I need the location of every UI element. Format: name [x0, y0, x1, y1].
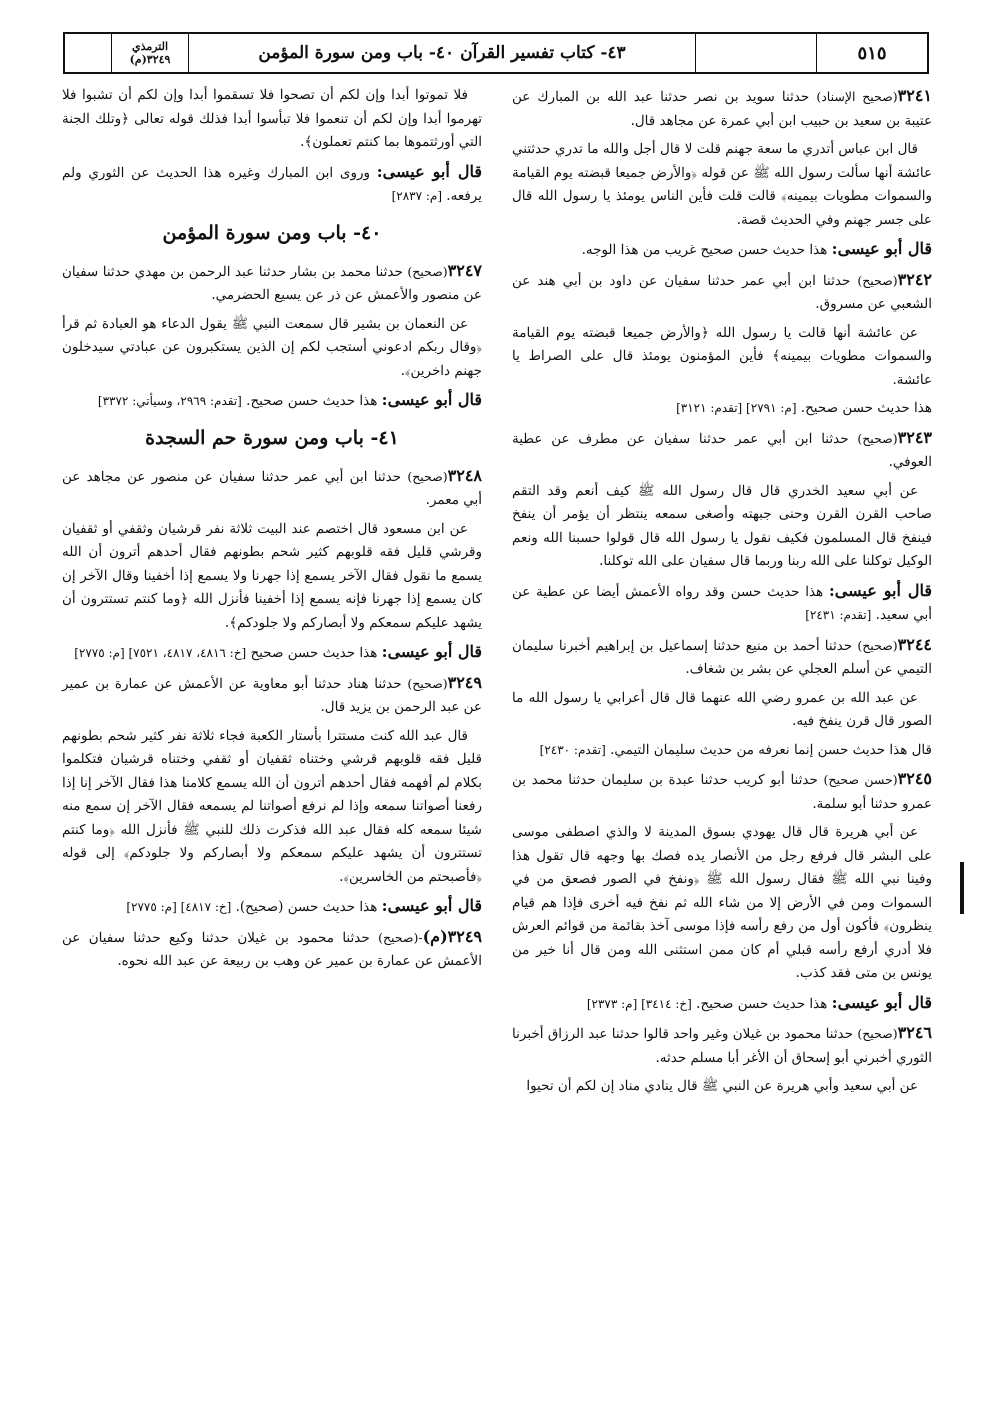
hadith-number: ٣٢٤٦ [897, 1023, 932, 1042]
paragraph-text: هذا حديث حسن صحيح. [246, 393, 378, 409]
paragraph-text: عن النعمان بن بشير قال سمعت النبي ﷺ يقول الدعاء هو العبادة ثم قرأ ﴿وقال ربكم ادعوني أستجب لكم إن الذين يستكبرون عن عبادتي سيدخلون جهنم داخرين﴾. [62, 315, 482, 379]
body-paragraph [512, 480, 932, 574]
qala-paragraph [62, 640, 482, 666]
hadith-number: ٣٢٤٤ [897, 634, 933, 654]
cross-reference: [م: ٢٧٩١] [تقدم: ٣١٢١] [676, 401, 797, 415]
hadith-number: ٣٢٤٥ [897, 769, 932, 788]
author-remark-label: قال أبو عيسى: [828, 580, 933, 600]
paragraph-text: حدثنا محمود بن غيلان وغير واحد قالوا حدثنا عبد الرزاق أخبرنا الثوري أخبرني أبو إسحاق أن الأغر أبا مسلم حدثه. [512, 1026, 932, 1066]
hadith-grade: (صحيح) [407, 468, 448, 484]
right-text-column [512, 84, 932, 1104]
hadith-paragraph [512, 767, 932, 816]
body-paragraph [512, 1075, 932, 1099]
qala-paragraph [512, 991, 932, 1017]
qala-paragraph [512, 579, 932, 628]
paragraph-text: هذا حديث حسن (صحيح). [235, 899, 378, 915]
paragraph-text: عن عبد الله بن عمرو رضي الله عنهما قال قال أعرابي يا رسول الله ما الصور قال قرن ينفخ فيه. [512, 689, 932, 729]
cross-reference: [خ: ٤٨١٧] [م: ٢٧٧٥] [126, 900, 232, 914]
paragraph-text: هذا حديث حسن وقد رواه الأعمش أيضا عن عطية عن أبي سعيد. [512, 583, 932, 623]
paragraph-text: حدثنا أحمد بن منيع حدثنا إسماعيل بن إبراهيم أخبرنا سليمان التيمي عن أسلم العجلي عن بشر بن شغاف. [512, 637, 932, 677]
author-remark-label: قال أبو عيسى: [376, 161, 482, 181]
paragraph-text: فلا تموتوا أبدا وإن لكم أن تصحوا فلا تسقموا أبدا وإن لكم أن تشبوا فلا تهرموا أبدا وإن لكم أن تنعموا فلا تبأسوا أبدا فذلك قوله تعالى ﴿وتلك الجنة التي أورثتموها بما كنتم تعملون﴾. [62, 87, 482, 150]
author-remark-label: قال أبو عيسى: [381, 390, 482, 409]
hadith-paragraph [62, 259, 482, 308]
header-ref-book: الترمذي [131, 40, 169, 53]
paragraph-text: هذا حديث حسن صحيح. [696, 995, 828, 1012]
paragraph-text: حدثنا محمد بن بشار حدثنا عبد الرحمن بن مهدي حدثنا سفيان عن منصور والأعمش عن ذر عن يسيع الحضرمي. [62, 263, 482, 303]
author-remark-label: قال أبو عيسى: [831, 992, 932, 1012]
header-ref-range: ٣٢٤٩(م) [129, 53, 171, 66]
body-paragraph [512, 138, 932, 232]
hadith-grade: -(صحيح) [378, 929, 423, 945]
hadith-paragraph [512, 426, 932, 475]
paragraph-text: حدثنا محمود بن غيلان حدثنا وكيع حدثنا سفيان عن الأعمش عن عمارة بن عمير عن وهب بن ربيعة عن عبد الله نحوه. [62, 929, 482, 969]
paragraph-text: عن أبي سعيد الخدري قال قال رسول الله ﷺ كيف أنعم وقد التقم صاحب القرن القرن وحنى جبهته وأصغى سمعه ينتظر أن يؤمر أن ينفخ فينفخ قال المسلمون فكيف نقول يا رسول الله قال قولوا حسبنا الله ونعم الوكيل توكلنا على الله ربنا وربما قال سفيان على الله توكلنا. [512, 482, 932, 569]
cross-reference: [تقدم: ٢٩٦٩، وسيأتي: ٣٣٧٢] [97, 394, 242, 408]
hadith-paragraph [62, 925, 482, 974]
hadith-paragraph [512, 633, 932, 682]
hadith-paragraph [62, 464, 482, 513]
hadith-grade: (صحيح) [857, 1026, 898, 1041]
margin-marker [960, 862, 964, 914]
page-header [63, 32, 929, 74]
paragraph-text: عن ابن مسعود قال اختصم عند البيت ثلاثة نفر قرشيان وثقفي أو ثقفيان وقرشي قليل فقه قلوبهم كثير شحم بطونهم فقال أحدهم أترون أن الله يسمع ما نقول فقال الآخر يسمع إذا جهرنا ولا يسمع إذا أخفينا وقال الآخر إن كان يسمع إذا جهرنا فإنه يسمع إذا أخفينا فأنزل الله ﴿وما كنتم تستترون أن يشهد عليكم سمعكم ولا أبصاركم ولا جلودكم﴾. [62, 520, 482, 631]
hadith-grade: (صحيح) [407, 263, 448, 279]
paragraph-text: قال ابن عباس أتدري ما سعة جهنم قلت لا قال أجل والله ما تدري حدثتني عائشة أنها سألت رسول الله ﷺ عن قوله ﴿والأرض جميعا قبضته يوم القيامة والسموات مطويات بيمينه﴾ قالت قلت فأين الناس يومئذ يا رسول الله قال على جسر جهنم وفي الحديث قصة. [512, 141, 932, 228]
paragraph-text: قال هذا حديث حسن إنما نعرفه من حديث سليمان التيمي. [610, 741, 932, 758]
paragraph-text: حدثنا أبو كريب حدثنا عبدة بن سليمان حدثنا محمد بن عمرو حدثنا أبو سلمة. [512, 772, 932, 812]
hadith-grade: (حسن صحيح) [823, 772, 898, 787]
author-remark-label: قال أبو عيسى: [381, 642, 482, 661]
hadith-number: ٣٢٤٢ [897, 269, 932, 289]
qala-paragraph [62, 160, 482, 209]
paragraph-text: حدثنا ابن أبي عمر حدثنا سفيان عن مطرف عن عطية العوفي. [512, 430, 932, 470]
hadith-paragraph [62, 671, 482, 720]
paragraph-text: هذا حديث حسن صحيح [250, 645, 378, 661]
paragraph-text: حدثنا ابن أبي عمر حدثنا سفيان عن منصور عن مجاهد عن أبي معمر. [62, 468, 482, 508]
header-empty-cell [65, 34, 112, 72]
left-text-column [62, 84, 482, 979]
paragraph-text: حدثنا هناد حدثنا أبو معاوية عن الأعمش عن عمارة بن عمير عن عبد الرحمن بن يزيد قال. [62, 675, 482, 715]
paragraph-text: عن أبي هريرة قال قال يهودي بسوق المدينة لا والذي اصطفى موسى على البشر قال فرفع رجل من الأنصار يده فصك بها وجهه قال تقول هذا وفينا نبي الله ﷺ فقال رسول الله ﷺ ﴿ونفخ في الصور فصعق من في السموات ومن في الأرض إلا من شاء الله ثم نفخ فيه أخرى فإذا هم قيام ينظرون﴾ فأكون أول من رفع رأسه فإذا موسى آخذ بقائمة من قوائم العرش فلا أدري أرفع رأسه قبلي أم كان ممن استثنى الله ومن قال أنا خير من يونس بن متى فقد كذب. [512, 824, 932, 981]
paragraph-text: حدثنا سويد بن نصر حدثنا عبد الله بن المبارك عن عتيبة بن سعيد بن حبيب ابن أبي عمرة عن مجاهد قال. [512, 89, 932, 129]
hadith-grade: (صحيح) [857, 637, 898, 653]
body-paragraph [512, 821, 932, 986]
paragraph-text: وروى ابن المبارك وغيره هذا الحديث عن الثوري ولم يرفعه. [62, 164, 482, 204]
hadith-number: ٣٢٤٧ [447, 260, 482, 280]
body-paragraph [62, 84, 482, 155]
body-paragraph [62, 518, 482, 636]
hadith-number: ٣٢٤٨ [447, 465, 482, 485]
author-remark-label: قال أبو عيسى: [381, 896, 482, 915]
section-heading: ٤١- باب ومن سورة حم السجدة [145, 426, 399, 449]
header-title: ٤٣- كتاب تفسير القرآن ٤٠- باب ومن سورة المؤمن [189, 34, 696, 72]
hadith-paragraph [512, 1021, 932, 1070]
hadith-grade: (صحيح) [857, 430, 898, 446]
hadith-grade: (صحيح) [857, 272, 898, 288]
hadith-number: ٣٢٤٩(م) [422, 926, 483, 946]
paragraph-text: حدثنا ابن أبي عمر حدثنا سفيان عن داود بن أبي هند عن الشعبي عن مسروق. [512, 272, 932, 312]
hadith-grade: (صحيح الإسناد) [816, 89, 898, 104]
header-empty-cell [696, 34, 817, 72]
page-number: ٥١٥ [857, 42, 887, 64]
qala-paragraph [62, 894, 482, 920]
hadith-grade: (صحيح) [407, 675, 448, 691]
qala-paragraph [62, 388, 482, 414]
cross-reference: [خ: ٣٤١٤] [م: ٢٣٧٣] [586, 996, 692, 1011]
body-paragraph [512, 322, 932, 393]
hadith-paragraph [512, 84, 932, 133]
header-reference [112, 34, 189, 72]
cross-reference: [تقدم: ٢٤٣١] [805, 608, 872, 622]
cross-reference: [م: ٢٨٣٧] [391, 189, 442, 203]
note-paragraph [512, 739, 932, 763]
hadith-number: ٣٢٤٣ [897, 427, 932, 447]
author-remark-label: قال أبو عيسى: [831, 239, 932, 258]
note-paragraph [512, 397, 932, 421]
cross-reference: [تقدم: ٢٤٣٠] [539, 742, 606, 757]
body-paragraph [62, 313, 482, 384]
body-paragraph [62, 725, 482, 890]
hadith-paragraph [512, 268, 932, 317]
hadith-number: ٣٢٤٩ [447, 672, 482, 692]
paragraph-text: عن عائشة أنها قالت يا رسول الله ﴿والأرض جميعا قبضته يوم القيامة والسموات مطويات بيمينه﴾ فأين المؤمنون يومئذ قال على الصراط يا عائشة. [512, 324, 932, 388]
paragraph-text: عن أبي سعيد وأبي هريرة عن النبي ﷺ قال ينادي مناد إن لكم أن تحيوا [526, 1078, 918, 1094]
body-paragraph [512, 687, 932, 734]
paragraph-text: هذا حديث حسن صحيح. [800, 400, 932, 416]
cross-reference: [خ: ٤٨١٦، ٤٨١٧، ٧٥٢١] [م: ٢٧٧٥] [74, 646, 247, 660]
section-heading: ٤٠- باب ومن سورة المؤمن [162, 221, 382, 244]
hadith-number: ٣٢٤١ [897, 86, 932, 105]
paragraph-text: هذا حديث حسن صحيح غريب من هذا الوجه. [581, 242, 828, 258]
paragraph-text: قال عبد الله كنت مستترا بأستار الكعبة فجاء ثلاثة نفر كثير شحم بطونهم قليل فقه قلوبهم قرشي وختناه ثقفيان أو ثقفي وختناه قرشيان فتكلموا بكلام لم أفهمه فقال أحدهم أترون أن الله يسمع كلامنا هذا فقال الآخر إنا إذا رفعنا أصواتنا سمعه وإذا لم نرفع أصواتنا لم يسمعه فقال الآخر إن سمع منه شيئا سمعه كله فقال عبد الله فذكرت ذلك للنبي ﷺ فأنزل الله ﴿وما كنتم تستترون أن يشهد عليكم سمعكم ولا أبصاركم ولا جلودكم﴾ إلى قوله ﴿فأصبحتم من الخاسرين﴾. [62, 727, 482, 885]
qala-paragraph [512, 237, 932, 263]
